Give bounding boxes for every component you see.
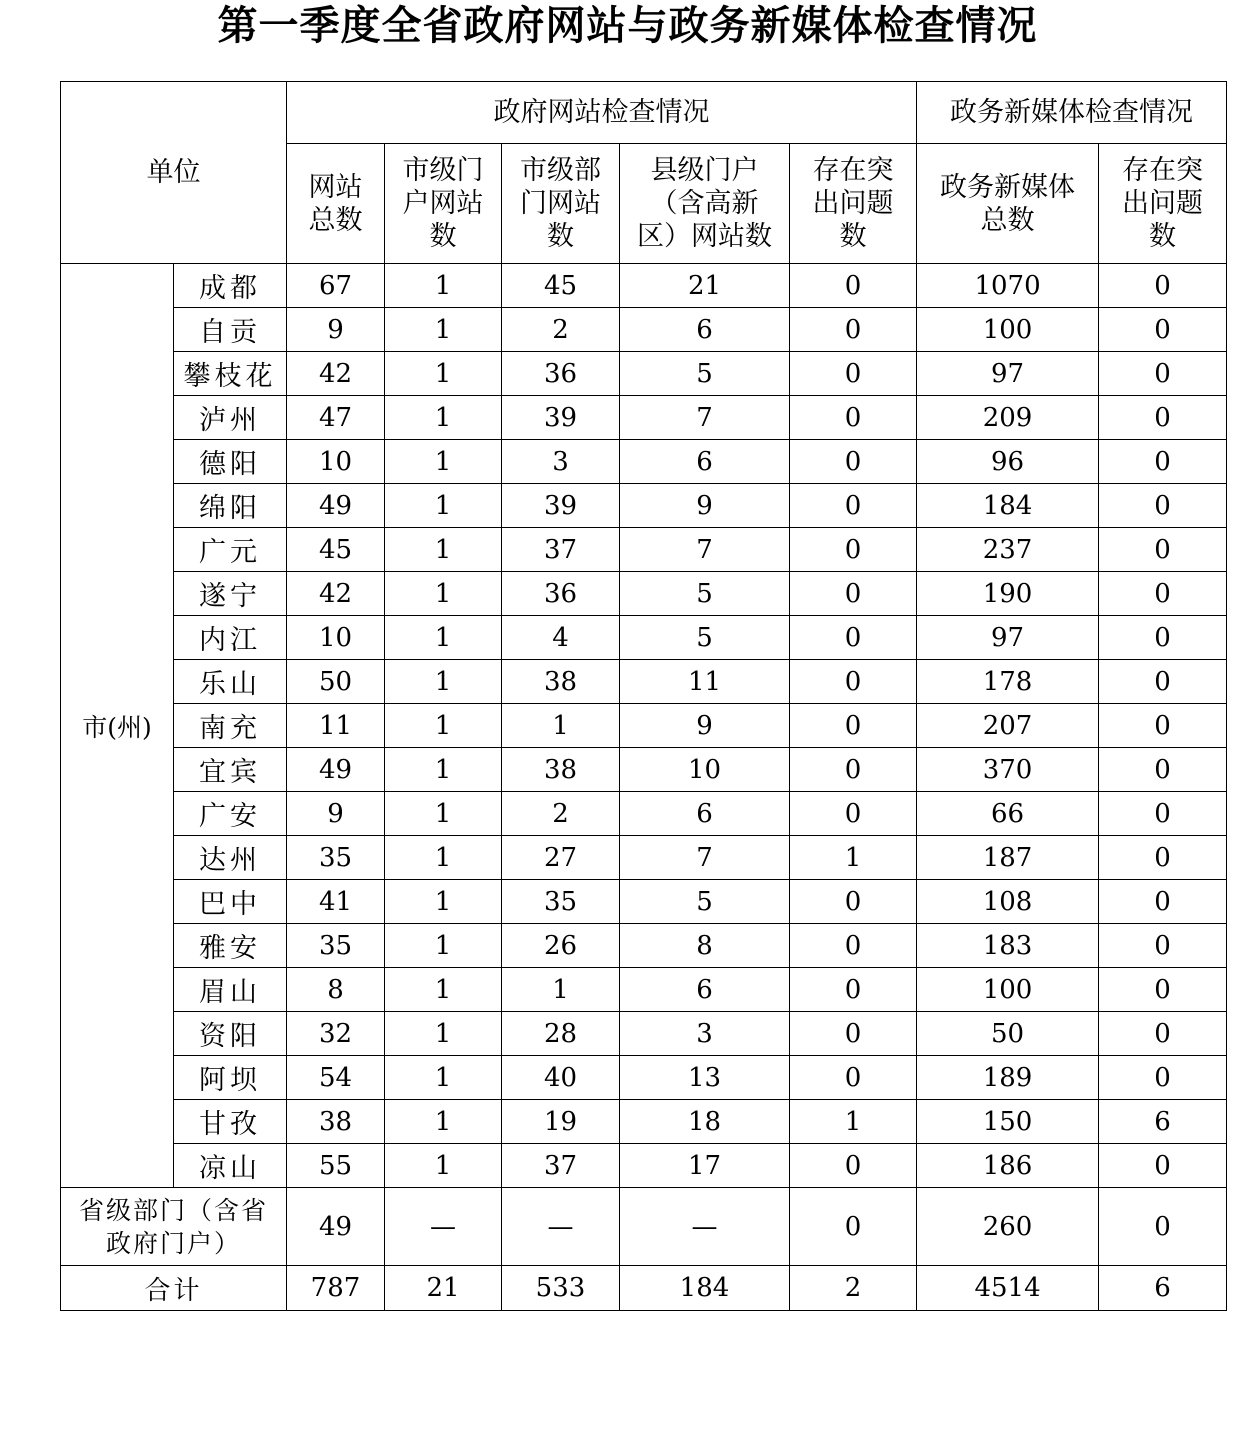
table-cell: 0	[790, 660, 917, 704]
table-cell: 0	[790, 440, 917, 484]
table-cell: 0	[790, 924, 917, 968]
table-cell: 0	[790, 264, 917, 308]
table-cell: 1	[385, 1144, 502, 1188]
table-cell: 0	[1099, 924, 1227, 968]
city-name: 成都	[174, 264, 287, 308]
table-cell: 97	[917, 616, 1099, 660]
table-cell: 10	[620, 748, 790, 792]
table-row	[61, 792, 1227, 836]
group-label: 市(州)	[61, 264, 174, 1188]
table-cell: 370	[917, 748, 1099, 792]
table-cell: 1	[385, 792, 502, 836]
table-cell: 1	[385, 528, 502, 572]
header-col-4: 县级门户 （含高新 区）网站数	[620, 144, 790, 264]
table-cell: 260	[917, 1188, 1099, 1266]
table-cell: 6	[1099, 1266, 1227, 1311]
table-cell: 28	[502, 1012, 620, 1056]
table-cell: 19	[502, 1100, 620, 1144]
table-cell: 66	[917, 792, 1099, 836]
table-cell: 0	[1099, 836, 1227, 880]
table-cell: 184	[620, 1266, 790, 1311]
table-cell: 0	[790, 1056, 917, 1100]
table-cell: 1	[385, 748, 502, 792]
city-name: 南充	[174, 704, 287, 748]
table-row	[61, 1056, 1227, 1100]
table-cell: 186	[917, 1144, 1099, 1188]
table-cell: 49	[287, 748, 385, 792]
table-cell: 39	[502, 484, 620, 528]
table-cell: 9	[287, 792, 385, 836]
table-cell: 4514	[917, 1266, 1099, 1311]
table-cell: 0	[1099, 396, 1227, 440]
table-cell: 1	[385, 1012, 502, 1056]
city-name: 广安	[174, 792, 287, 836]
table-cell: 1070	[917, 264, 1099, 308]
city-name: 泸州	[174, 396, 287, 440]
table-row	[61, 704, 1227, 748]
table-row	[61, 924, 1227, 968]
table-cell: 6	[620, 968, 790, 1012]
city-name: 广元	[174, 528, 287, 572]
table-cell: 6	[1099, 1100, 1227, 1144]
table-cell: 7	[620, 836, 790, 880]
table-cell: 100	[917, 308, 1099, 352]
table-cell: 38	[502, 660, 620, 704]
header-col-7: 存在突 出问题 数	[1099, 144, 1227, 264]
table-cell: 37	[502, 1144, 620, 1188]
table-cell: 5	[620, 616, 790, 660]
table-cell: 0	[790, 792, 917, 836]
table-cell: 96	[917, 440, 1099, 484]
city-name: 遂宁	[174, 572, 287, 616]
table-row	[61, 484, 1227, 528]
header-unit: 单位	[61, 82, 287, 264]
table-cell: 38	[502, 748, 620, 792]
table-cell: 1	[385, 968, 502, 1012]
table-row	[61, 528, 1227, 572]
table-cell: 0	[1099, 484, 1227, 528]
table-cell: 32	[287, 1012, 385, 1056]
table-row	[61, 396, 1227, 440]
city-name: 资阳	[174, 1012, 287, 1056]
table-cell: 0	[1099, 1188, 1227, 1266]
table-cell: 3	[620, 1012, 790, 1056]
table-row	[61, 572, 1227, 616]
table-row	[61, 308, 1227, 352]
table-cell: 6	[620, 792, 790, 836]
table-cell: 237	[917, 528, 1099, 572]
table-cell: 0	[790, 352, 917, 396]
table-cell: 45	[502, 264, 620, 308]
table-cell: 21	[385, 1266, 502, 1311]
table-cell: 0	[790, 484, 917, 528]
city-name: 内江	[174, 616, 287, 660]
table-cell: 1	[502, 704, 620, 748]
table-cell: 5	[620, 572, 790, 616]
table-cell: 40	[502, 1056, 620, 1100]
table-cell: 1	[385, 396, 502, 440]
table-cell: 0	[790, 1144, 917, 1188]
total-row	[61, 1266, 1227, 1311]
table-cell: 207	[917, 704, 1099, 748]
table-row	[61, 660, 1227, 704]
city-name: 甘孜	[174, 1100, 287, 1144]
table-cell: 36	[502, 572, 620, 616]
table-row	[61, 352, 1227, 396]
table-cell: 18	[620, 1100, 790, 1144]
table-cell: 10	[287, 440, 385, 484]
table-cell: 35	[502, 880, 620, 924]
table-cell: 1	[385, 352, 502, 396]
header-col-5: 存在突 出问题 数	[790, 144, 917, 264]
table-row	[61, 440, 1227, 484]
table-row	[61, 1144, 1227, 1188]
table-cell: 1	[385, 704, 502, 748]
table-cell: 209	[917, 396, 1099, 440]
city-name: 眉山	[174, 968, 287, 1012]
table-row	[61, 968, 1227, 1012]
city-name: 宜宾	[174, 748, 287, 792]
table-cell: 1	[385, 616, 502, 660]
table-cell: 0	[1099, 264, 1227, 308]
table-row	[61, 1100, 1227, 1144]
table-cell: 0	[790, 880, 917, 924]
table-cell: 38	[287, 1100, 385, 1144]
city-name: 阿坝	[174, 1056, 287, 1100]
city-name: 达州	[174, 836, 287, 880]
table-cell: 6	[620, 308, 790, 352]
table-cell: 0	[790, 748, 917, 792]
table-cell: 0	[1099, 572, 1227, 616]
table-cell: 6	[620, 440, 790, 484]
provincial-row	[61, 1188, 1227, 1266]
table-cell: 37	[502, 528, 620, 572]
city-name: 凉山	[174, 1144, 287, 1188]
table-cell: 49	[287, 484, 385, 528]
table-cell: 41	[287, 880, 385, 924]
table-cell: 8	[287, 968, 385, 1012]
table-cell: 1	[385, 1100, 502, 1144]
inspection-table	[60, 81, 1227, 1311]
table-cell: 67	[287, 264, 385, 308]
table-cell: 11	[287, 704, 385, 748]
table-cell: 0	[1099, 748, 1227, 792]
table-cell: 42	[287, 352, 385, 396]
city-name: 巴中	[174, 880, 287, 924]
table-cell: 0	[1099, 880, 1227, 924]
table-cell: 0	[790, 968, 917, 1012]
table-cell: 5	[620, 880, 790, 924]
table-cell: 1	[385, 572, 502, 616]
header-col-2: 市级门 户网站 数	[385, 144, 502, 264]
table-cell: 0	[790, 1188, 917, 1266]
table-cell: 1	[385, 880, 502, 924]
table-cell: 1	[385, 660, 502, 704]
table-cell: 1	[385, 308, 502, 352]
table-cell: 1	[790, 1100, 917, 1144]
table-cell: 1	[385, 836, 502, 880]
table-cell: 2	[502, 792, 620, 836]
table-cell: 1	[385, 484, 502, 528]
table-cell: 0	[1099, 308, 1227, 352]
table-cell: 787	[287, 1266, 385, 1311]
table-cell: 47	[287, 396, 385, 440]
table-cell: 108	[917, 880, 1099, 924]
table-cell: 39	[502, 396, 620, 440]
table-cell: 26	[502, 924, 620, 968]
table-cell: 0	[790, 396, 917, 440]
table-cell: 42	[287, 572, 385, 616]
table-cell: 7	[620, 528, 790, 572]
table-cell: 8	[620, 924, 790, 968]
table-cell: 190	[917, 572, 1099, 616]
table-row	[61, 264, 1227, 308]
table-cell: 3	[502, 440, 620, 484]
table-cell: 9	[620, 704, 790, 748]
table-cell: 178	[917, 660, 1099, 704]
table-cell: 0	[1099, 440, 1227, 484]
table-row	[61, 836, 1227, 880]
header-col-3: 市级部 门网站 数	[502, 144, 620, 264]
table-cell: 1	[385, 440, 502, 484]
table-cell: 0	[1099, 1144, 1227, 1188]
table-cell: 17	[620, 1144, 790, 1188]
table-cell: 54	[287, 1056, 385, 1100]
table-cell: —	[385, 1188, 502, 1266]
table-cell: 97	[917, 352, 1099, 396]
table-cell: 0	[1099, 704, 1227, 748]
table-cell: 1	[385, 924, 502, 968]
table-cell: 27	[502, 836, 620, 880]
table-cell: 533	[502, 1266, 620, 1311]
table-cell: 189	[917, 1056, 1099, 1100]
table-cell: 0	[790, 572, 917, 616]
table-cell: 49	[287, 1188, 385, 1266]
table-cell: 11	[620, 660, 790, 704]
city-name: 德阳	[174, 440, 287, 484]
table-cell: 1	[502, 968, 620, 1012]
table-cell: 0	[790, 704, 917, 748]
table-cell: 0	[1099, 528, 1227, 572]
table-cell: 7	[620, 396, 790, 440]
table-cell: 0	[790, 308, 917, 352]
table-row	[61, 616, 1227, 660]
table-row	[61, 748, 1227, 792]
table-cell: 9	[620, 484, 790, 528]
table-cell: 45	[287, 528, 385, 572]
table-cell: 1	[385, 264, 502, 308]
header-gov-websites: 政府网站检查情况	[287, 82, 917, 144]
table-cell: 1	[385, 1056, 502, 1100]
table-cell: 50	[287, 660, 385, 704]
table-cell: 100	[917, 968, 1099, 1012]
table-cell: 5	[620, 352, 790, 396]
table-cell: —	[620, 1188, 790, 1266]
table-cell: 184	[917, 484, 1099, 528]
table-cell: 1	[790, 836, 917, 880]
table-cell: 9	[287, 308, 385, 352]
city-name: 雅安	[174, 924, 287, 968]
table-cell: 0	[1099, 352, 1227, 396]
table-cell: 0	[1099, 660, 1227, 704]
table-cell: 13	[620, 1056, 790, 1100]
table-cell: 10	[287, 616, 385, 660]
table-cell: 50	[917, 1012, 1099, 1056]
table-cell: 183	[917, 924, 1099, 968]
table-cell: 0	[1099, 968, 1227, 1012]
table-row	[61, 880, 1227, 924]
city-name: 绵阳	[174, 484, 287, 528]
table-cell: 55	[287, 1144, 385, 1188]
city-name: 自贡	[174, 308, 287, 352]
table-cell: 4	[502, 616, 620, 660]
table-cell: 150	[917, 1100, 1099, 1144]
header-col-6: 政务新媒体 总数	[917, 144, 1099, 264]
city-name: 攀枝花	[174, 352, 287, 396]
total-label: 合计	[61, 1266, 287, 1311]
header-new-media: 政务新媒体检查情况	[917, 82, 1227, 144]
table-cell: 0	[1099, 1056, 1227, 1100]
page-title: 第一季度全省政府网站与政务新媒体检查情况	[217, 2, 1038, 49]
table-cell: 0	[790, 616, 917, 660]
provincial-label: 省级部门（含省 政府门户）	[61, 1188, 287, 1266]
city-name: 乐山	[174, 660, 287, 704]
table-cell: 0	[1099, 1012, 1227, 1056]
table-cell: —	[502, 1188, 620, 1266]
table-row	[61, 1012, 1227, 1056]
header-col-1: 网站 总数	[287, 144, 385, 264]
table-cell: 35	[287, 924, 385, 968]
table-cell: 2	[790, 1266, 917, 1311]
table-cell: 36	[502, 352, 620, 396]
table-cell: 187	[917, 836, 1099, 880]
table-cell: 2	[502, 308, 620, 352]
table-cell: 0	[1099, 616, 1227, 660]
table-cell: 21	[620, 264, 790, 308]
table-cell: 0	[1099, 792, 1227, 836]
table-cell: 0	[790, 1012, 917, 1056]
table-cell: 0	[790, 528, 917, 572]
table-cell: 35	[287, 836, 385, 880]
